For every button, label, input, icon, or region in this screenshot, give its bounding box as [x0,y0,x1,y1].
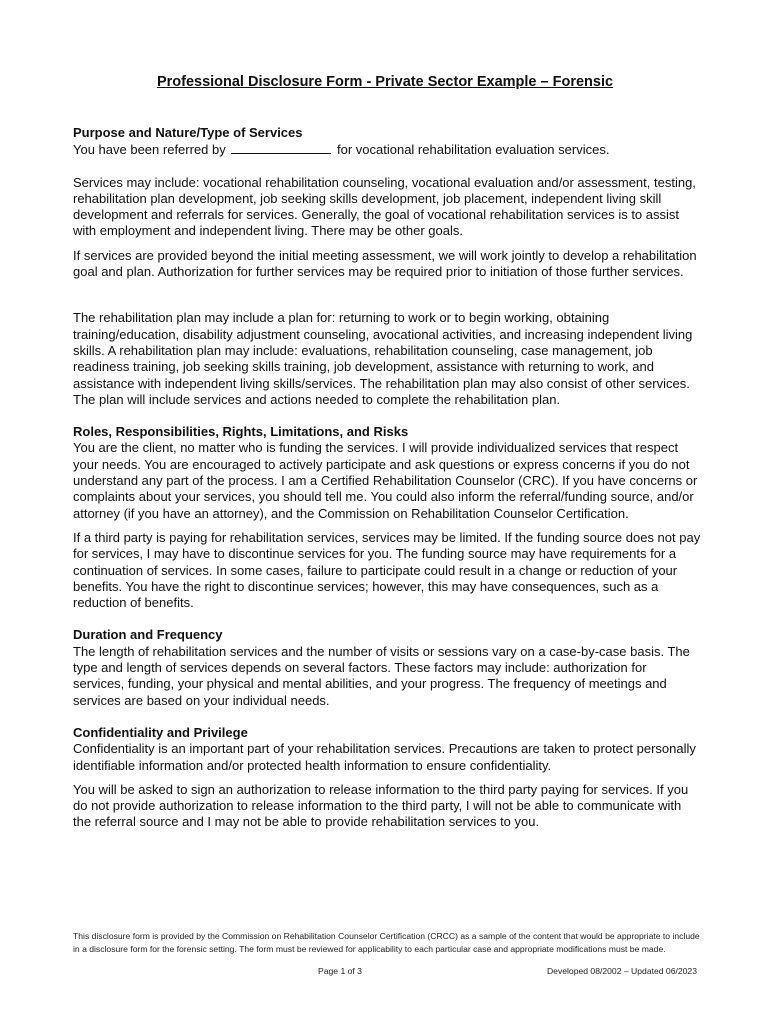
confidentiality-paragraph-2: You will be asked to sign an authorization to release information to the third party paying for services. If you do not provide authorization to release information to the third party, I will not be able to communicate with the referral source and I may not be able to provide rehabilitation services to you. [73,781,689,830]
footer-note: This disclosure form is provided by the Commission on Rehabilitation Counselor Certification (CRCC) as a sample of the content that would be appropriate to include in a disclosure form for the forensic setting. The form must be reviewed for applicability to each particular case and appropriate modifications must be made. [73,931,700,954]
purpose-heading: Purpose and Nature/Type of Services [73,125,303,140]
roles-heading: Roles, Responsibilities, Rights, Limitations, and Risks [73,424,409,440]
confidentiality-paragraph-1: Confidentiality is an important part of your rehabilitation services. Precautions are taken to protect personally identifiable information and/or protected health information to ensure confidentiality. [73,741,696,773]
referral-text-after: for vocational rehabilitation evaluation services. [337,142,610,158]
roles-paragraph-1: You are the client, no matter who is funding the services. I will provide individualized services that respect your needs. You are encouraged to actively participate and ask questions or express concerns if you do not understand any part of the process. I am a Certified Rehabilitation Counselor (CRC). If you have concerns or complaints about your services, you should tell me. You could also inform the referral/funding source, and/or attorney (if you have an attorney), and the Commission on Rehabilitation Counselor Certification. [73,440,698,521]
duration-heading: Duration and Frequency [73,627,223,643]
duration-paragraph-1: The length of rehabilitation services and the number of visits or sessions vary on a case-by-case basis. The type and length of services depends on several factors. These factors may include: authorization for services, funding, your physical and mental abilities, and your progress. The frequency of meetings and services are based on your individual needs. [73,643,690,708]
referral-blank-field [231,141,331,154]
purpose-paragraph-2: If services are provided beyond the initial meeting assessment, we will work jointly to develop a rehabilitation goal and plan. Authorization for further services may be required prior to initiation of those further services. [73,247,697,280]
page-number: Page 1 of 3 [318,966,362,976]
purpose-paragraph-1: Services may include: vocational rehabilitation counseling, vocational evaluation and/or assessment, testing, rehabilitation plan development, job seeking skills development, job placement, independent living skill development and referrals for services. Generally, the goal of vocational rehabilitation services is to assist with employment and independent living. There may be other goals. [73,174,696,239]
developed-date: Developed 08/2002 – Updated 06/2023 [546,966,697,976]
document-body [73,125,701,831]
roles-paragraph-2: If a third party is paying for rehabilitation services, services may be limited. If the funding source does not pay for services, I may have to discontinue services for you. The funding source may have requirements for a continuation of services. In some cases, failure to participate could result in a change or reduction of your benefits. You have the right to discontinue services; however, this may have consequences, such as a reduction of benefits. [73,529,701,611]
referral-line [73,141,701,158]
page-title: Professional Disclosure Form - Private Sector Example – Forensic [156,74,614,90]
purpose-paragraph-3: The rehabilitation plan may include a plan for: returning to work or to begin working, obtaining training/education, disability adjustment counseling, avocational activities, and increasing independent living skills. A rehabilitation plan may include: evaluations, rehabilitation counseling, case management, job readiness training, job seeking skills training, job development, assistance with returning to work, and assistance with independent living skills/services. The rehabilitation plan may also consist of other services. The plan will include services and actions needed to complete the rehabilitation plan. [73,310,693,407]
confidentiality-heading: Confidentiality and Privilege [73,724,248,740]
referral-text-before: You have been referred by [73,142,226,158]
